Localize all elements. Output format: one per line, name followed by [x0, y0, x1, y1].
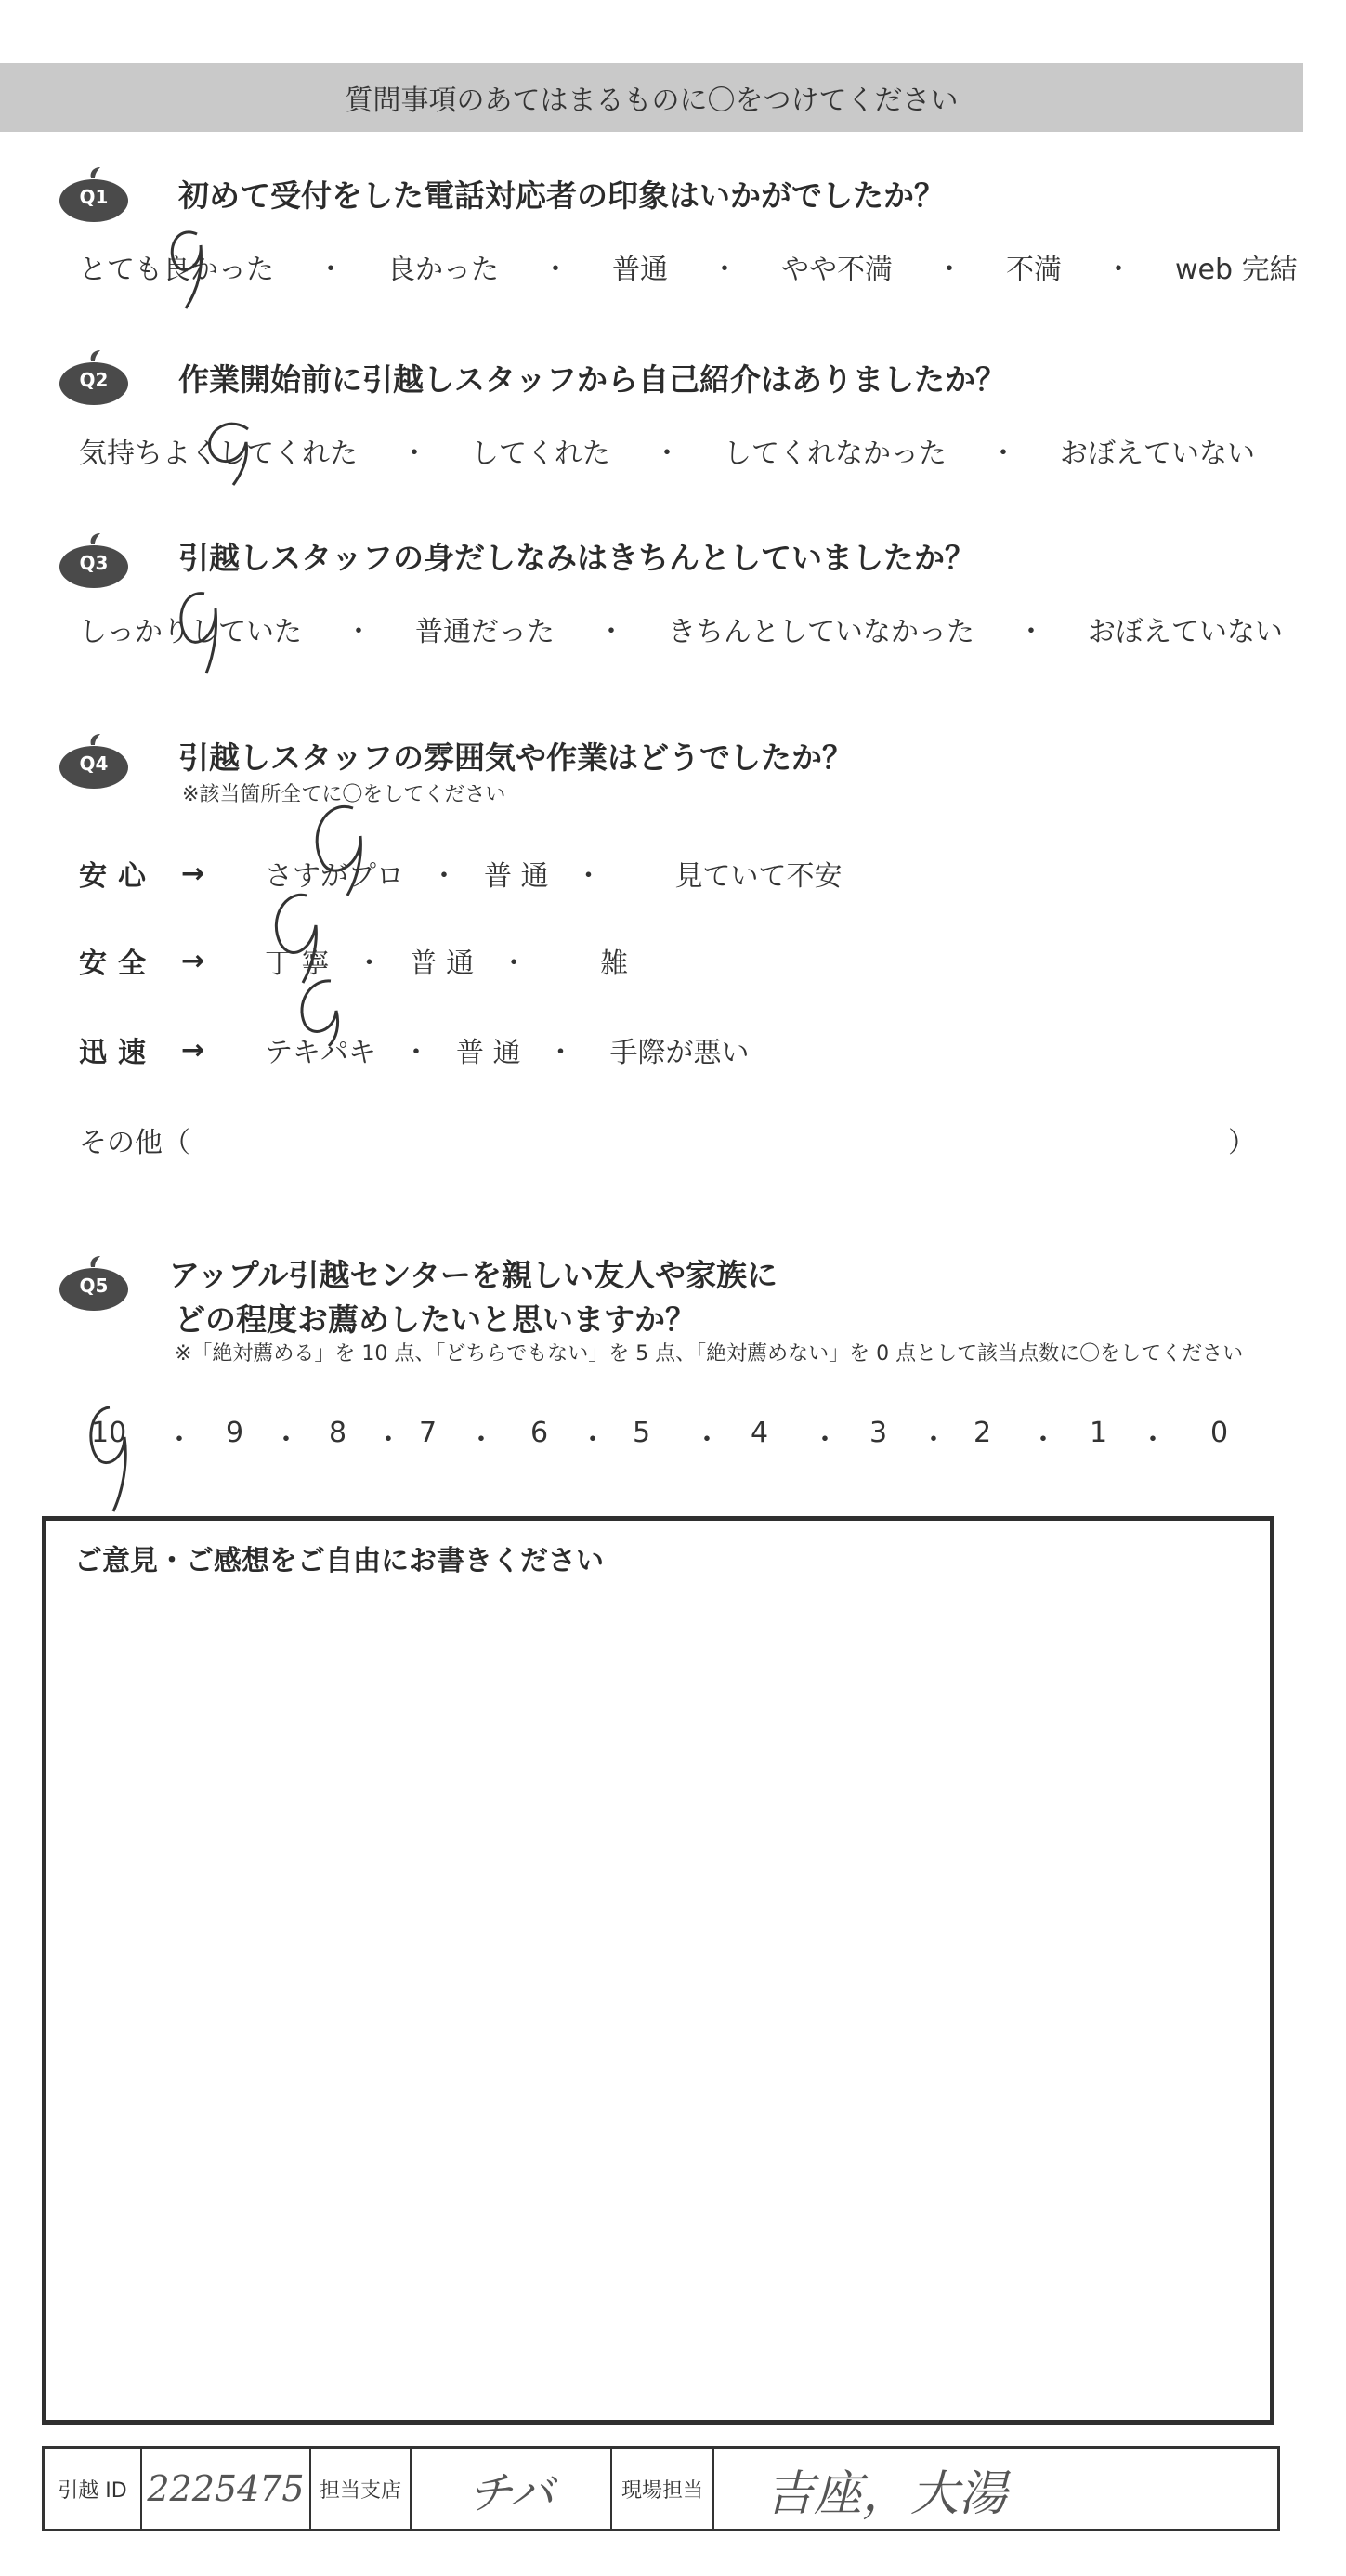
- q1-option-2[interactable]: 普通: [612, 254, 668, 286]
- footer-table: [42, 2446, 1280, 2531]
- q2-badge: [58, 348, 130, 406]
- comments-box[interactable]: [42, 1516, 1274, 2425]
- q4-row-label: 安心: [79, 860, 157, 893]
- q4-row0-option-1[interactable]: 普 通: [484, 860, 549, 893]
- q1-title: 初めて受付をした電話対応者の印象はいかがでしたか？: [178, 177, 945, 214]
- q1-options: とても良かった ・ 良かった ・ 普通 ・ やや不満 ・ 不満 ・ web 完結: [79, 246, 1298, 287]
- q1-badge-label: Q1: [79, 186, 109, 208]
- q3-option-2[interactable]: きちんとしていなかった: [668, 616, 974, 648]
- q3-option-3[interactable]: おぼえていない: [1088, 616, 1283, 648]
- q4-row-anzen: 安全 → 丁 寧 ・ 普 通 ・ 雑: [79, 940, 628, 981]
- q4-selection-marks: [251, 799, 409, 1050]
- q1-option-4[interactable]: 不満: [1006, 254, 1062, 286]
- q2-option-3[interactable]: おぼえていない: [1060, 438, 1255, 470]
- q4-note: ※該当箇所全てに〇をしてください: [182, 783, 506, 806]
- q4-title: 引越しスタッフの雰囲気や作業はどうでしたか？: [178, 739, 853, 776]
- q2-options: 気持ちよくしてくれた ・ してくれた ・ してくれなかった ・ おぼえていない: [79, 430, 1255, 471]
- q5-score-8[interactable]: 8: [329, 1417, 347, 1449]
- q4-row1-option-2[interactable]: 雑: [600, 948, 629, 980]
- q3-options: しっかりしていた ・ 普通だった ・ きちんとしていなかった ・ おぼえていない: [79, 608, 1283, 649]
- q4-row2-option-2[interactable]: 手際が悪い: [609, 1037, 750, 1069]
- q5-score-9[interactable]: 9: [226, 1417, 244, 1449]
- q3-option-0[interactable]: しっかりしていた: [79, 616, 302, 648]
- q1-option-5[interactable]: web 完結: [1175, 254, 1298, 286]
- staff-value[interactable]: 吉座，大湯: [765, 2465, 1008, 2522]
- move-id-label: 引越 ID: [45, 2449, 142, 2529]
- q2-title: 作業開始前に引越しスタッフから自己紹介はありましたか？: [178, 361, 1006, 398]
- q2-option-0[interactable]: 気持ちよくしてくれた: [79, 438, 358, 470]
- q4-other-input[interactable]: [204, 1115, 1226, 1156]
- q5-score-1[interactable]: 1: [1090, 1417, 1108, 1449]
- q4-row0-option-0[interactable]: さすがプロ: [265, 860, 404, 893]
- arrow-right-icon: →: [181, 944, 205, 977]
- q1-option-3[interactable]: やや不満: [781, 254, 893, 286]
- branch-label: 担当支店: [311, 2449, 412, 2529]
- q2-option-2[interactable]: してくれなかった: [724, 438, 947, 470]
- q4-other-close: ）: [1228, 1127, 1256, 1159]
- q1-option-1[interactable]: 良かった: [387, 254, 499, 286]
- comments-title: ご意見・ご感想をご自由にお書きください: [74, 1545, 604, 1577]
- q5-score-6[interactable]: 6: [530, 1417, 549, 1449]
- q2-option-1[interactable]: してくれた: [471, 438, 610, 470]
- q5-score-0[interactable]: 0: [1210, 1417, 1229, 1449]
- q5-score-5[interactable]: 5: [633, 1417, 651, 1449]
- q4-row1-option-0[interactable]: 丁 寧: [265, 948, 330, 980]
- q1-option-0[interactable]: とても良かった: [79, 254, 274, 286]
- q4-row0-option-2[interactable]: 見ていて不安: [674, 860, 843, 893]
- q5-title-line2: どの程度お薦めしたいと思いますか？: [175, 1301, 696, 1338]
- header-title: 質問事項のあてはまるものに〇をつけてください: [345, 85, 959, 117]
- q4-badge: [58, 732, 130, 790]
- q5-badge-label: Q5: [79, 1275, 109, 1297]
- q5-note: ※「絶対薦める」を 10 点、「どちらでもない」を 5 点、「絶対薦めない」を 0 点として該当点数に〇をしてください: [175, 1342, 1244, 1366]
- q4-row-label: 迅速: [79, 1037, 157, 1069]
- q5-score-3[interactable]: 3: [869, 1417, 888, 1449]
- q4-row2-option-1[interactable]: 普 通: [456, 1037, 521, 1069]
- arrow-right-icon: →: [181, 856, 205, 890]
- q4-badge-label: Q4: [79, 752, 109, 775]
- q5-score-7[interactable]: 7: [419, 1417, 438, 1449]
- q5-title-line1: アップル引越センターを親しい友人や家族に: [169, 1257, 778, 1293]
- q4-row-anshin: 安心 → さすがプロ ・ 普 通 ・ 見ていて不安: [79, 853, 843, 894]
- staff-label: 現場担当: [612, 2449, 714, 2529]
- q1-badge: [58, 165, 130, 223]
- q5-badge: [58, 1254, 130, 1312]
- q5-score-10[interactable]: 10: [91, 1417, 127, 1449]
- q3-title: 引越しスタッフの身だしなみはきちんとしていましたか？: [178, 540, 975, 576]
- q3-badge-label: Q3: [79, 552, 109, 574]
- survey-header: [0, 63, 1303, 132]
- arrow-right-icon: →: [181, 1033, 205, 1066]
- q3-badge: [58, 531, 130, 589]
- q2-badge-label: Q2: [79, 369, 109, 391]
- branch-value[interactable]: チバ: [412, 2449, 612, 2529]
- q4-row2-option-0[interactable]: テキパキ: [265, 1037, 376, 1069]
- q5-score-4[interactable]: 4: [751, 1417, 769, 1449]
- q3-option-1[interactable]: 普通だった: [415, 616, 555, 648]
- q4-other-label: その他（: [79, 1127, 190, 1159]
- q4-row-label: 安全: [79, 948, 157, 980]
- q4-row1-option-1[interactable]: 普 通: [409, 948, 475, 980]
- q5-scale: 10 ・ 9 ・ 8 ・ 7 ・ 6 ・ 5 ・ 4 ・ 3 ・ 2 ・ 1 ・ 0: [91, 1417, 1229, 1457]
- q4-row-jinsoku: 迅速 → テキパキ ・ 普 通 ・ 手際が悪い: [79, 1029, 750, 1070]
- move-id-value[interactable]: 2225475: [142, 2449, 311, 2529]
- q5-score-2[interactable]: 2: [974, 1417, 992, 1449]
- comments-body[interactable]: [74, 1586, 1242, 2392]
